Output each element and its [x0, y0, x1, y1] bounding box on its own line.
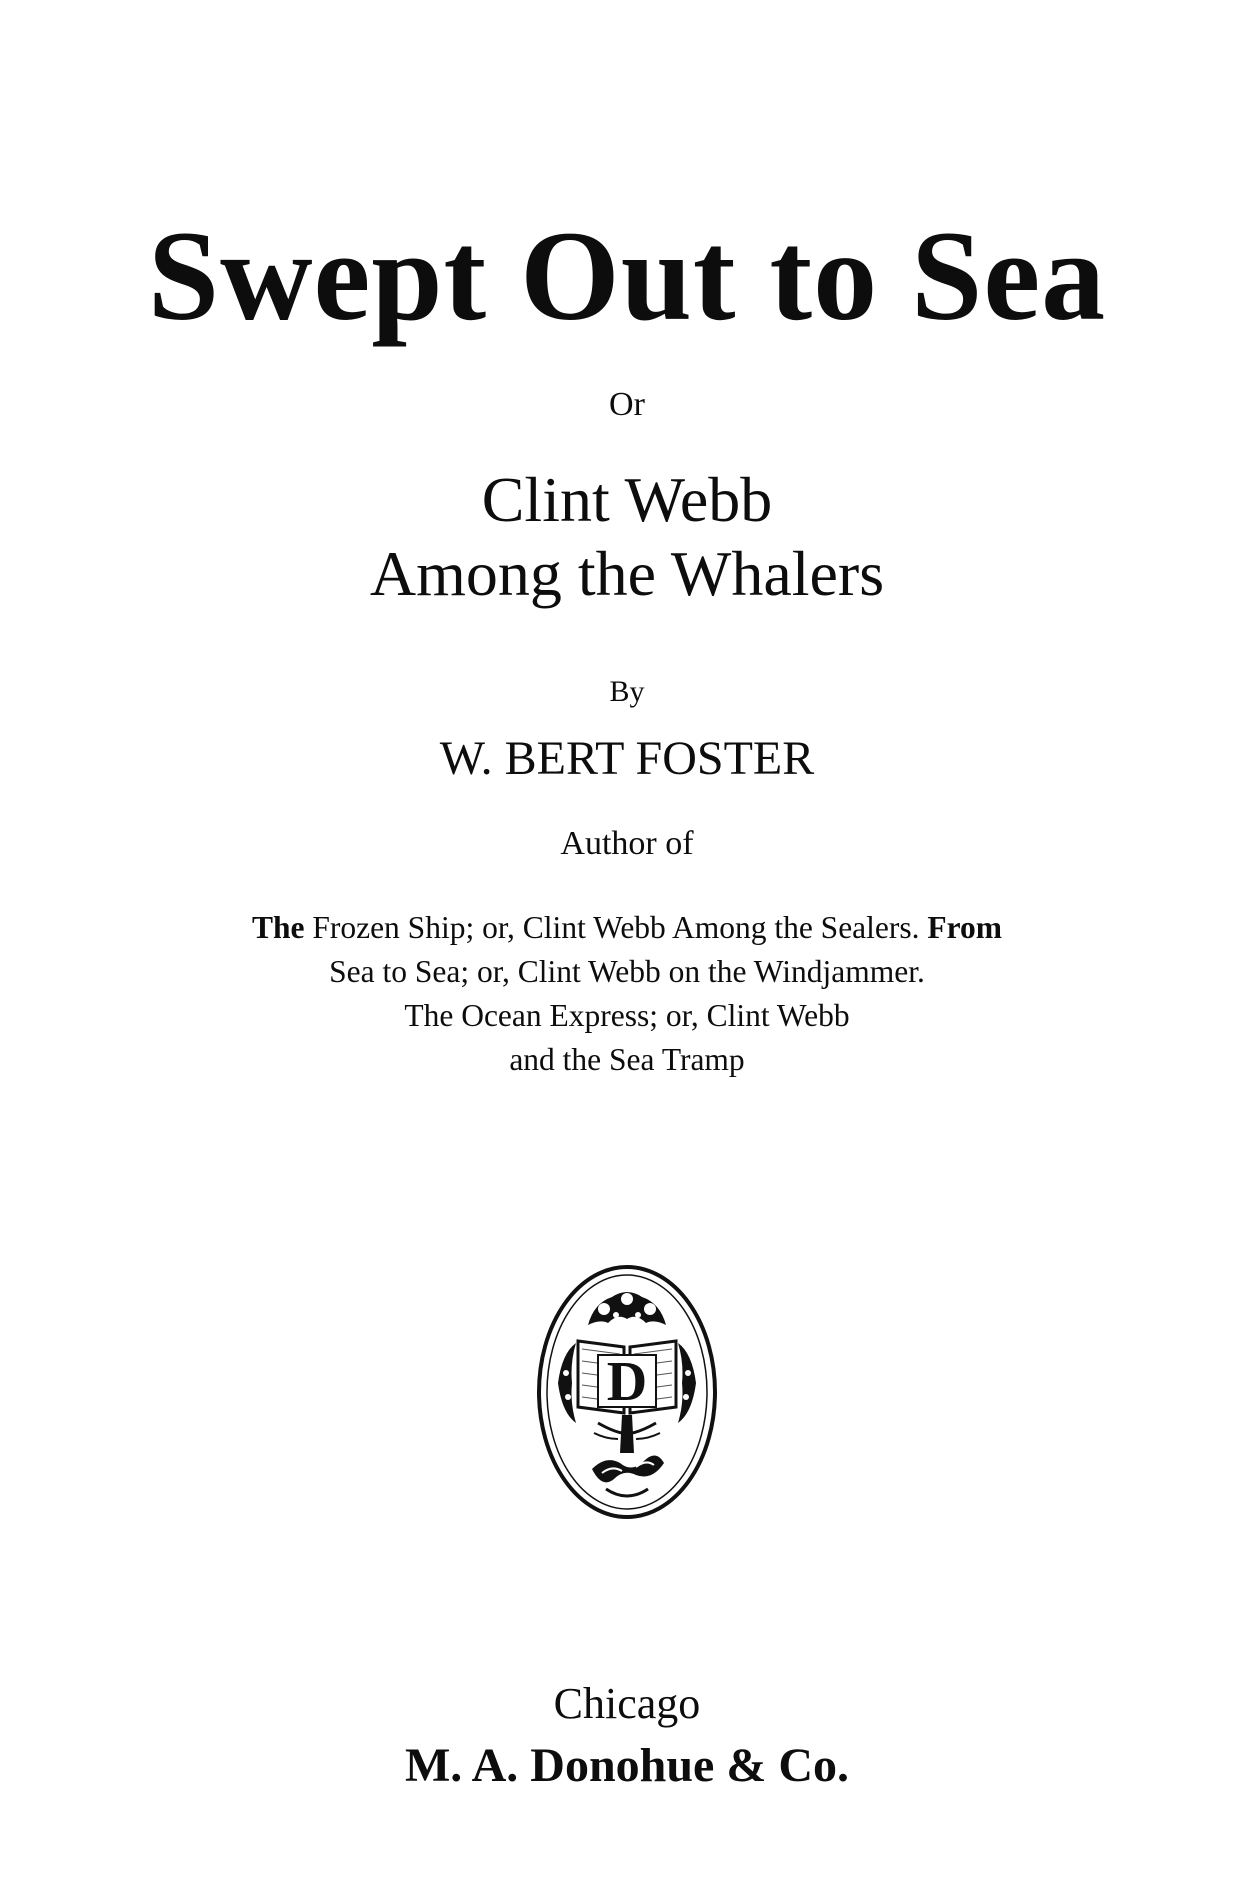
emblem-letter: D [606, 1351, 648, 1413]
other-works-line-1-end: From [927, 910, 1003, 945]
by-label: By [609, 675, 645, 708]
other-works-list [0, 906, 1254, 1082]
other-works-line-2: Sea to Sea; or, Clint Webb on the Windjammer. [329, 954, 925, 989]
other-works-line-1-start: The [251, 910, 305, 945]
other-works-line-1-middle: Frozen Ship; or, Clint Webb Among the Sealers. [312, 910, 920, 945]
book-title: Swept Out to Sea [147, 205, 1107, 347]
author-name: W. BERT FOSTER [439, 732, 815, 785]
other-works-line-4: and the Sea Tramp [509, 1042, 745, 1077]
subtitle-line-1: Clint Webb [481, 464, 773, 535]
or-connector: Or [609, 386, 645, 423]
other-works-line-3: The Ocean Express; or, Clint Webb [404, 998, 850, 1033]
publisher-name: M. A. Donohue & Co. [404, 1739, 850, 1792]
author-of-label: Author of [560, 825, 694, 862]
publisher-city: Chicago [553, 1679, 701, 1728]
publisher-emblem-icon [536, 1263, 718, 1521]
other-works-line-1 [0, 906, 1254, 950]
subtitle-line-2: Among the Whalers [369, 538, 885, 609]
